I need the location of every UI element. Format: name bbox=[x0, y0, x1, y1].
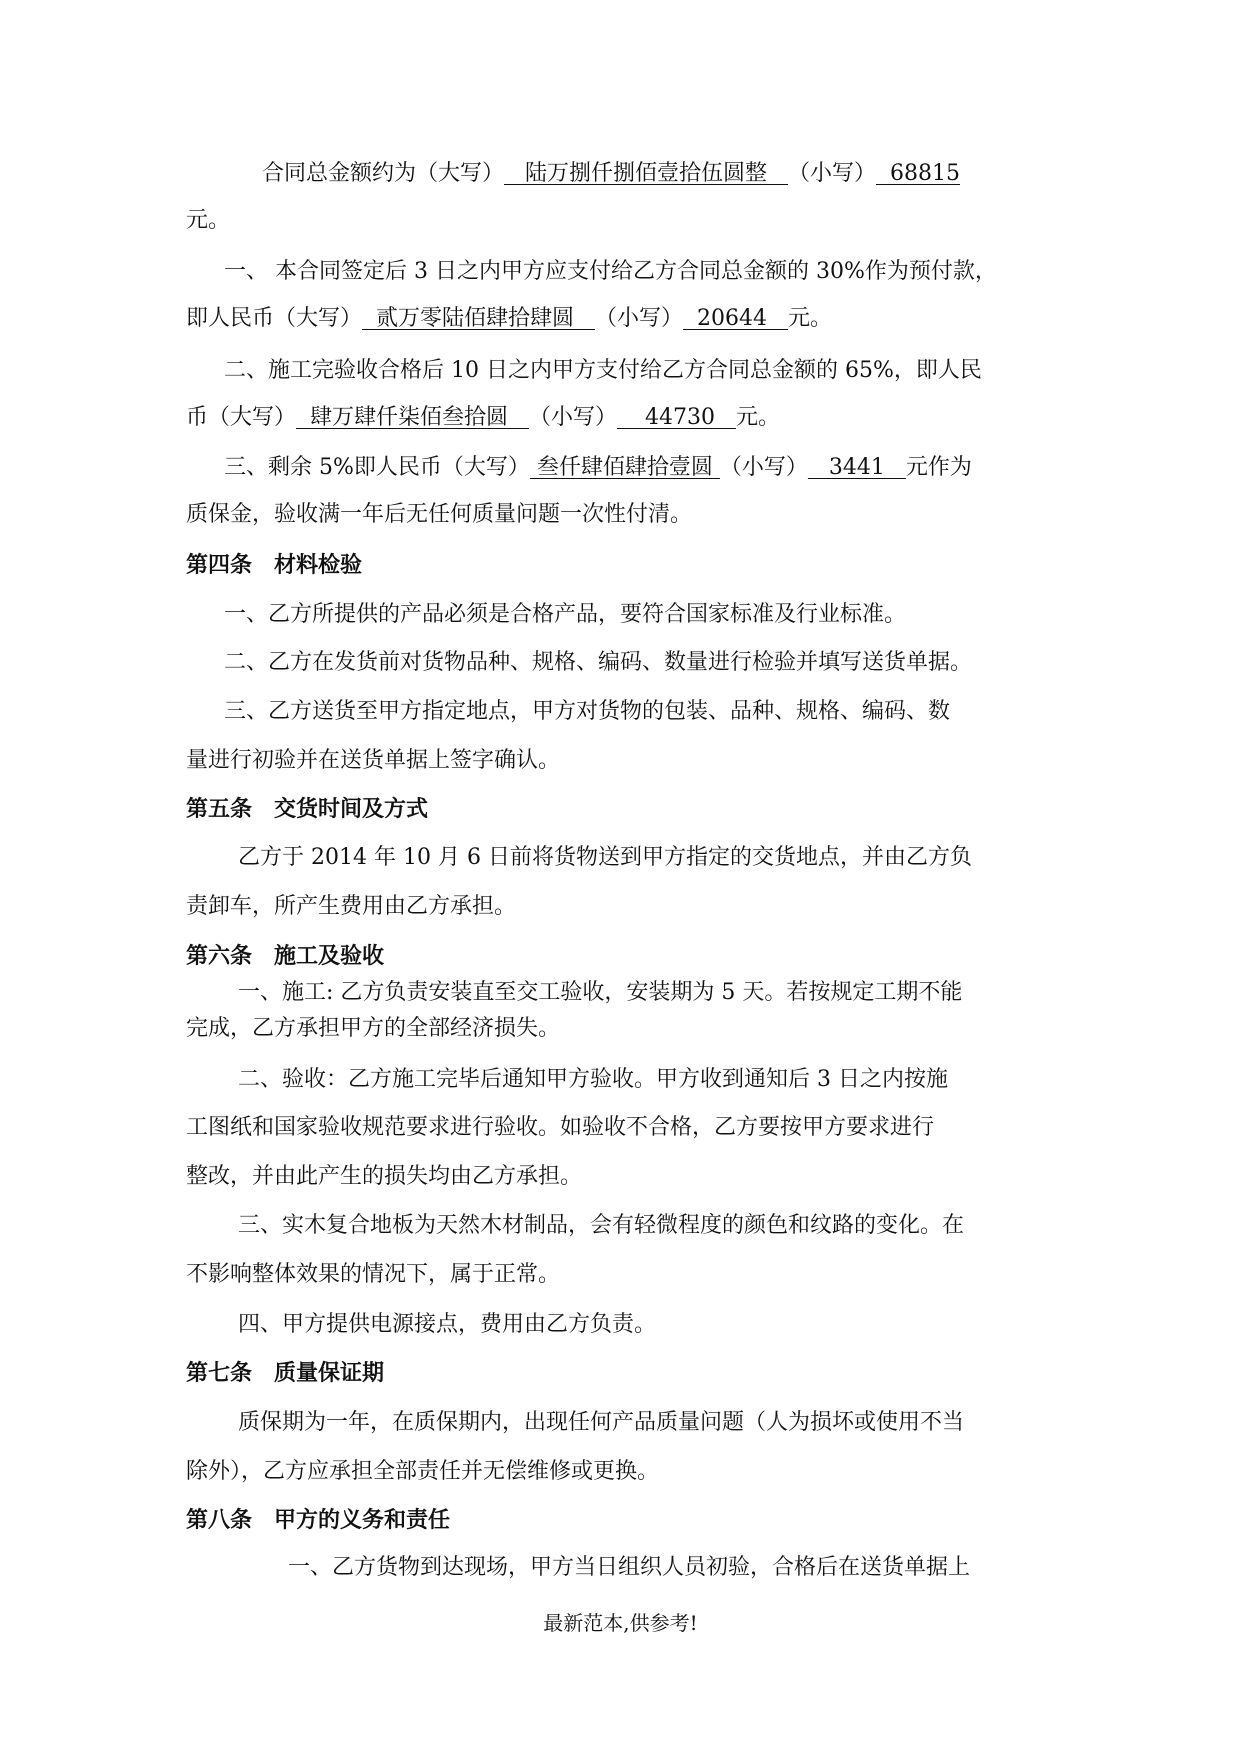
article-6-line-1: 一、施工: 乙方负责安装直至交工验收，安装期为 5 天。若按规定工期不能 bbox=[238, 980, 963, 1005]
payment-3-line-1 bbox=[224, 453, 972, 483]
article-7-line-1: 质保期为一年，在质保期内，出现任何产品质量问题（人为损坏或使用不当 bbox=[238, 1410, 965, 1435]
payment-3-upper-amount: 叁仟肆佰肆拾壹圆 bbox=[529, 455, 720, 480]
article-4-line-4: 量进行初验并在送货单据上签字确认。 bbox=[186, 748, 561, 773]
payment-1-prefix: 即人民币（大写） bbox=[186, 306, 363, 331]
payment-1-lower-label: （小写） bbox=[594, 306, 683, 331]
payment-3-tail: 元作为 bbox=[905, 455, 972, 480]
payment-1-line-2 bbox=[186, 304, 832, 334]
contract-total-upper-amount: 陆万捌仟捌佰壹拾伍圆整 bbox=[504, 161, 788, 186]
article-5-line-2: 责卸车，所产生费用由乙方承担。 bbox=[186, 894, 517, 919]
article-4-heading: 第四条 材料检验 bbox=[186, 553, 363, 578]
contract-total-prefix: 合同总金额约为（大写） bbox=[262, 161, 505, 186]
payment-1-lower-amount: 20644 bbox=[683, 306, 788, 331]
payment-2-upper-amount: 肆万肆仟柒佰叁拾圆 bbox=[296, 405, 529, 430]
contract-total-lower-label: （小写） bbox=[787, 161, 876, 186]
article-6-line-6: 三、实木复合地板为天然木材制品，会有轻微程度的颜色和纹路的变化。在 bbox=[238, 1213, 965, 1238]
article-4-line-1: 一、乙方所提供的产品必须是合格产品，要符合国家标准及行业标准。 bbox=[224, 602, 907, 627]
payment-2-line-1: 二、施工完验收合格后 10 日之内甲方支付给乙方合同总金额的 65%，即人民 bbox=[224, 358, 982, 383]
article-6-line-3: 二、验收：乙方施工完毕后通知甲方验收。甲方收到通知后 3 日之内按施 bbox=[238, 1067, 948, 1092]
page-footer: 最新范本,供参考! bbox=[543, 1611, 698, 1635]
article-5-line-1: 乙方于 2014 年 10 月 6 日前将货物送到甲方指定的交货地点，并由乙方负 bbox=[238, 845, 972, 870]
contract-total-tail: 元。 bbox=[186, 208, 231, 233]
contract-total-line bbox=[262, 159, 960, 189]
article-7-line-2: 除外），乙方应承担全部责任并无偿维修或更换。 bbox=[186, 1459, 660, 1484]
payment-3-line-2: 质保金，验收满一年后无任何质量问题一次性付清。 bbox=[186, 502, 693, 527]
payment-2-lower-label: （小写） bbox=[528, 405, 617, 430]
payment-2-tail: 元。 bbox=[735, 405, 780, 430]
payment-1-line-1: 一、 本合同签定后 3 日之内甲方应支付给乙方合同总金额的 30%作为预付款， bbox=[224, 259, 997, 284]
article-4-line-2: 二、乙方在发货前对货物品种、规格、编码、数量进行检验并填写送货单据。 bbox=[224, 650, 973, 675]
article-6-line-8: 四、甲方提供电源接点，费用由乙方负责。 bbox=[238, 1312, 657, 1337]
payment-1-tail: 元。 bbox=[787, 306, 832, 331]
article-6-heading: 第六条 施工及验收 bbox=[186, 944, 385, 969]
article-7-heading: 第七条 质量保证期 bbox=[186, 1361, 385, 1386]
contract-total-lower-amount: 68815 bbox=[876, 161, 960, 186]
article-5-heading: 第五条 交货时间及方式 bbox=[186, 797, 429, 822]
article-6-line-7: 不影响整体效果的情况下，属于正常。 bbox=[186, 1262, 561, 1287]
article-4-line-3: 三、乙方送货至甲方指定地点，甲方对货物的包装、品种、规格、编码、数 bbox=[224, 699, 951, 724]
article-6-line-2: 完成，乙方承担甲方的全部经济损失。 bbox=[186, 1016, 561, 1041]
payment-1-upper-amount: 贰万零陆佰肆拾肆圆 bbox=[362, 306, 595, 331]
payment-2-line-2 bbox=[186, 403, 780, 433]
article-8-line-1: 一、乙方货物到达现场，甲方当日组织人员初验，合格后在送货单据上 bbox=[288, 1555, 971, 1580]
article-6-line-4: 工图纸和国家验收规范要求进行验收。如验收不合格，乙方要按甲方要求进行 bbox=[186, 1115, 935, 1140]
payment-3-lower-label: （小写） bbox=[719, 455, 808, 480]
payment-2-prefix: 币（大写） bbox=[186, 405, 297, 430]
payment-2-lower-amount: 44730 bbox=[617, 405, 736, 430]
payment-3-lower-amount: 3441 bbox=[807, 455, 906, 480]
article-8-heading: 第八条 甲方的义务和责任 bbox=[186, 1508, 451, 1533]
article-6-line-5: 整改，并由此产生的损失均由乙方承担。 bbox=[186, 1164, 583, 1189]
payment-3-prefix: 三、剩余 5%即人民币（大写） bbox=[224, 455, 530, 480]
